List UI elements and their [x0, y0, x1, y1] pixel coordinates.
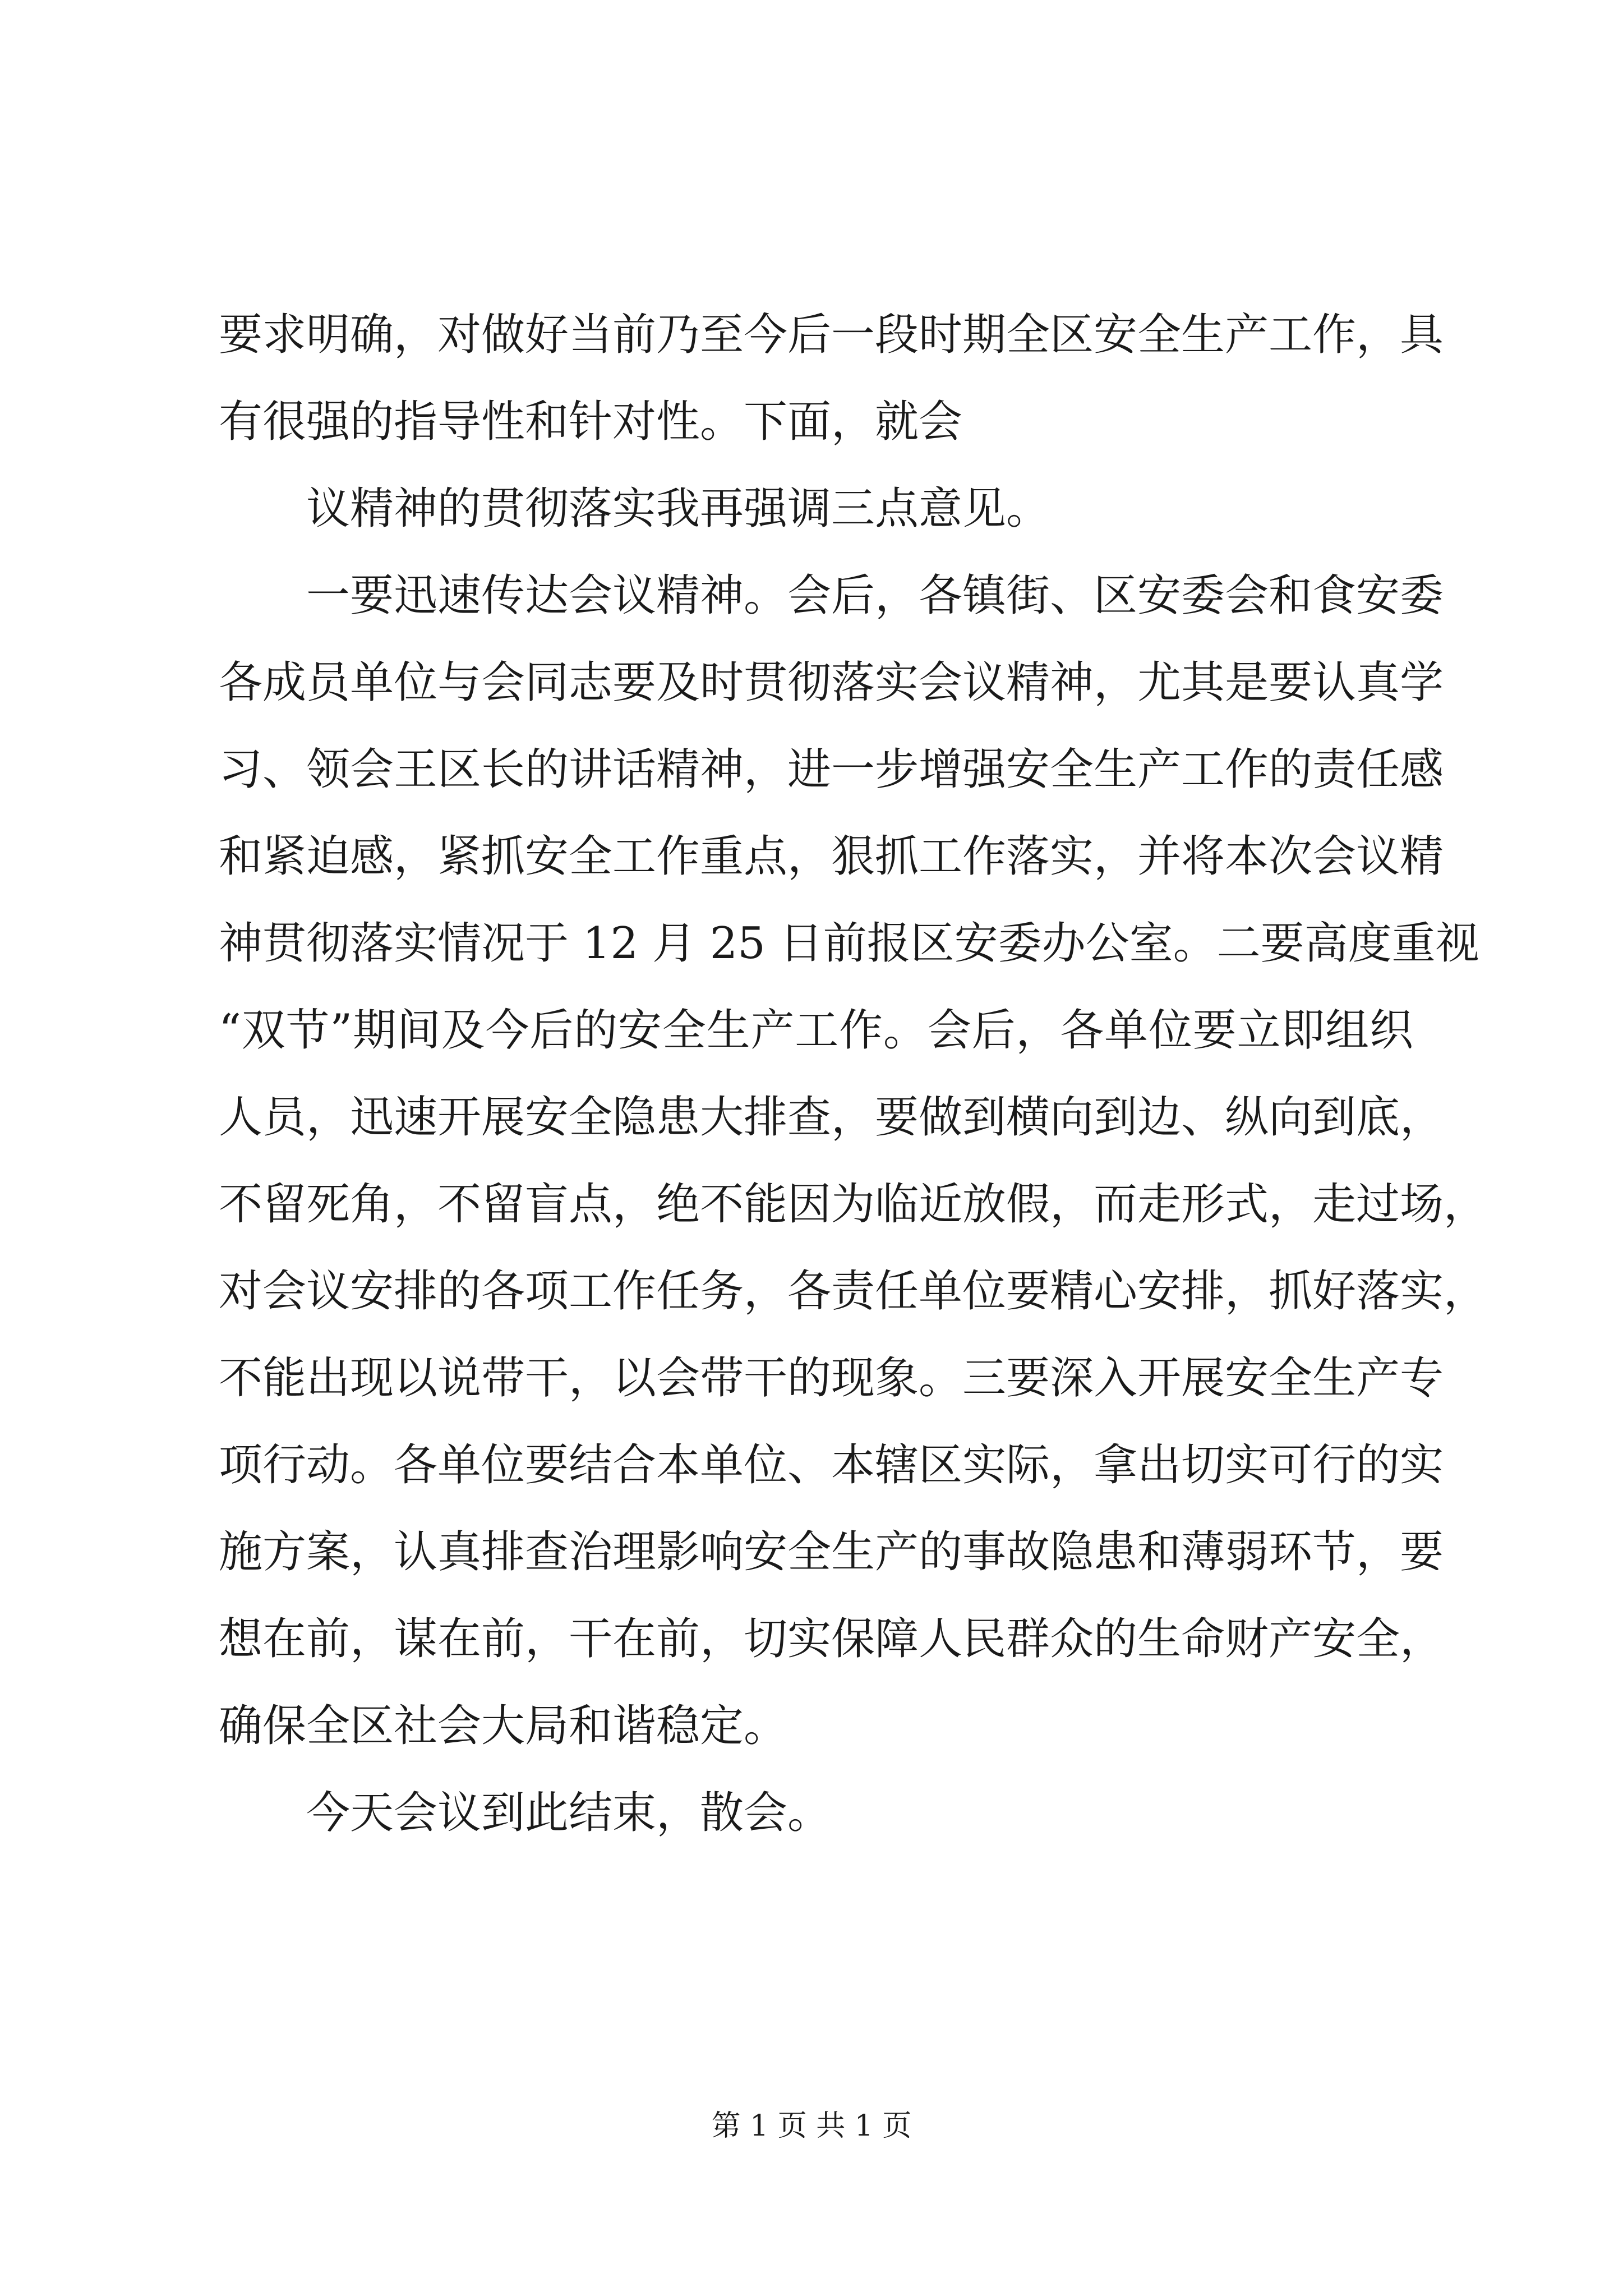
text-line: 今天会议到此结束，散会。 [306, 1788, 832, 1838]
text-line: 议精神的贯彻落实我再强调三点意见。 [306, 484, 1050, 534]
document-body [219, 292, 1488, 1857]
text-line: 不留死角，不留盲点，绝不能因为临近放假，而走形式，走过场， [219, 1179, 1488, 1230]
text-line: 人员，迅速开展安全隐患大排查，要做到横向到边、纵向到底， [219, 1092, 1444, 1143]
text-line: 确保全区社会大局和谐稳定。 [219, 1701, 788, 1751]
text-line: 想在前，谋在前，干在前，切实保障人民群众的生命财产安全， [219, 1614, 1444, 1664]
text-line: 各成员单位与会同志要及时贯彻落实会议精神，尤其是要认真学 [219, 657, 1444, 708]
text-line: 习、领会王区长的讲话精神，进一步增强安全生产工作的责任感 [219, 744, 1444, 795]
text-line: 施方案，认真排查治理影响安全生产的事故隐患和薄弱环节，要 [219, 1527, 1444, 1577]
text-line: 项行动。各单位要结合本单位、本辖区实际，拿出切实可行的实 [219, 1440, 1444, 1490]
text-line: 和紧迫感，紧抓安全工作重点，狠抓工作落实，并将本次会议精 [219, 831, 1444, 882]
text-line: 一要迅速传达会议精神。会后，各镇街、区安委会和食安委 [306, 570, 1444, 621]
text-line: 有很强的指导性和针对性。下面，就会 [219, 397, 963, 447]
text-line: 不能出现以说带干，以会带干的现象。三要深入开展安全生产专 [219, 1353, 1444, 1404]
text-line: 对会议安排的各项工作任务，各责任单位要精心安排，抓好落实， [219, 1266, 1488, 1317]
text-line: 要求明确，对做好当前乃至今后一段时期全区安全生产工作，具 [219, 310, 1444, 360]
text-line: 神贯彻落实情况于 12 月 25 日前报区安委办公室。二要高度重视 [219, 918, 1479, 969]
text-line: “双节”期间及今后的安全生产工作。会后，各单位要立即组织 [219, 1005, 1413, 1056]
page-footer: 第 1 页 共 1 页 [711, 2109, 912, 2143]
